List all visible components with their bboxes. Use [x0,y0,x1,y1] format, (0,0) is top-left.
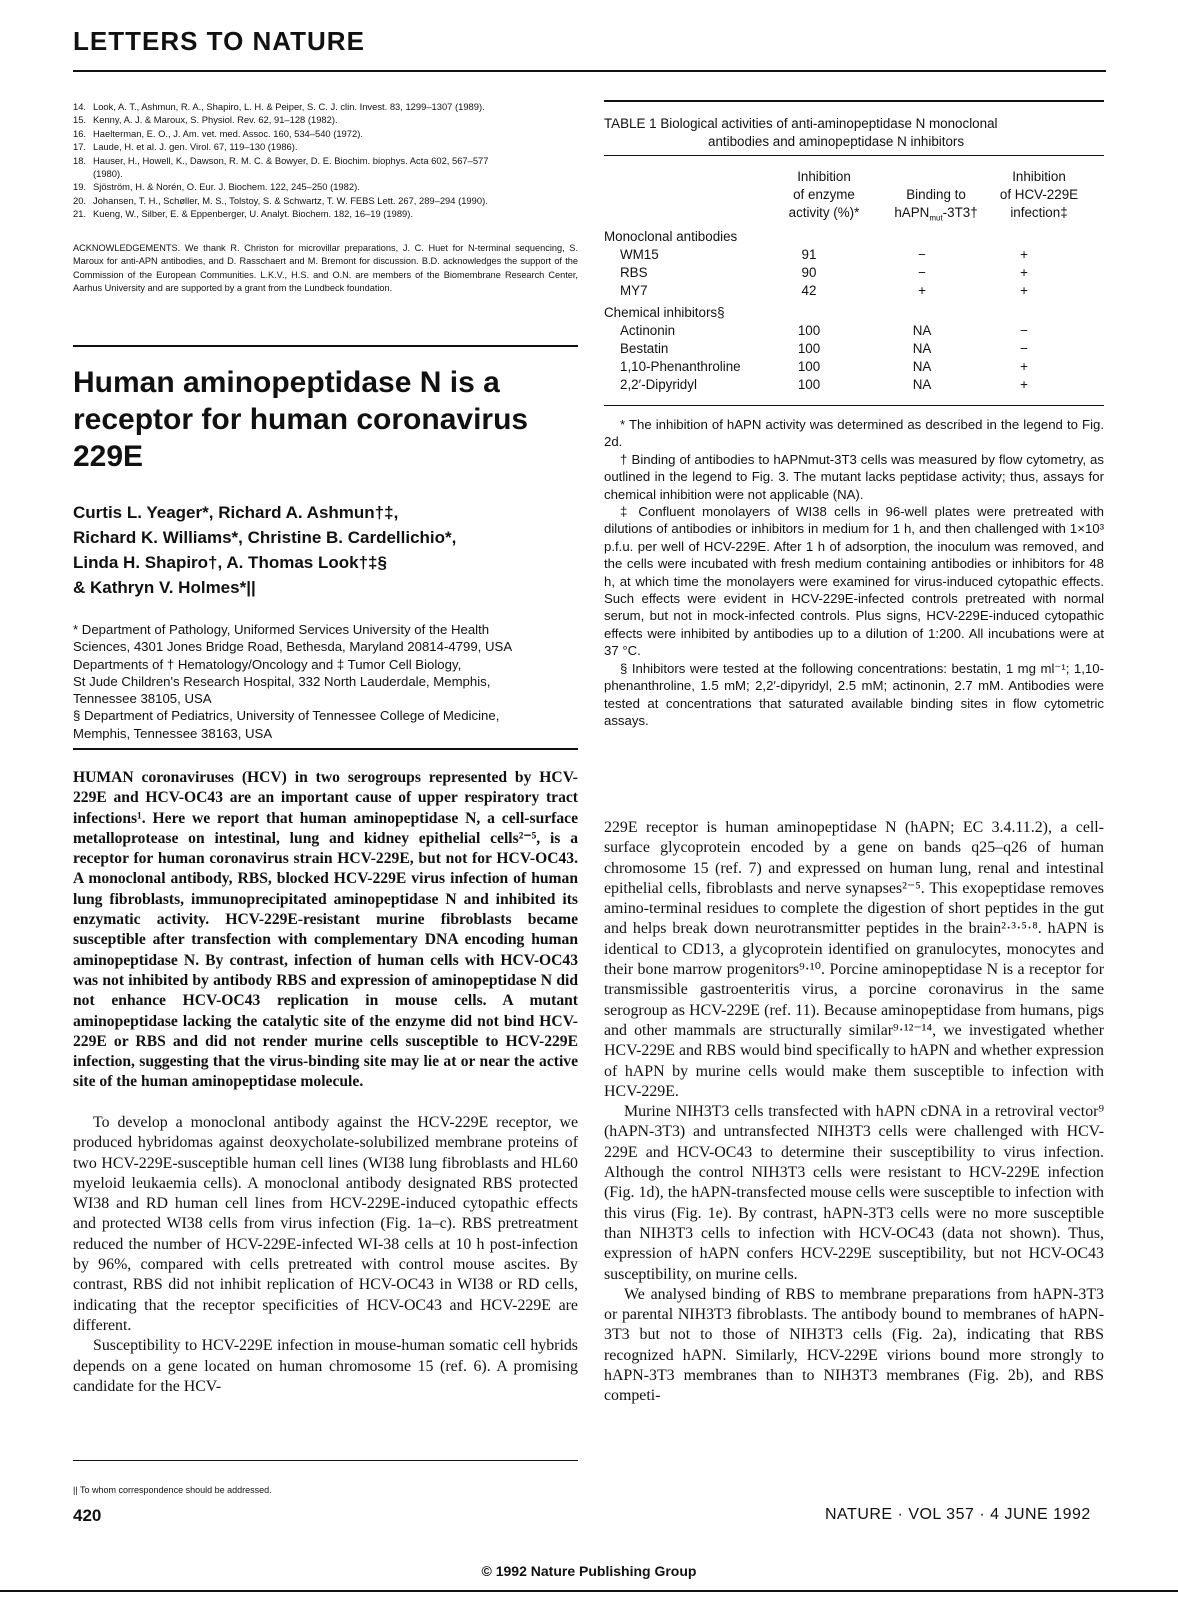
abstract-rule [73,748,578,750]
body-text-left [73,1113,578,1397]
author-line: & Kathryn V. Holmes*|| [73,578,256,597]
reference-text: Look, A. T., Ashmun, R. A., Shapiro, L. H. & Peiper, S. C. J. clin. Invest. 83, 1299–1307 (1989). [93,101,485,112]
affiliation-line: St Jude Children's Research Hospital, 332 North Lauderdale, Memphis, [73,673,491,689]
group-label: Chemical inhibitors§ [604,305,725,320]
footer-rule [0,1590,1178,1592]
reference-list [73,100,578,221]
table-row [604,358,1104,376]
reference-number: 15. [73,114,87,126]
table-row [604,340,1104,358]
row-label: MY7 [620,283,648,298]
table-cell: NA [912,323,932,338]
table-note: * The inhibition of hAPN activity was determined as described in the legend to Fig. 2d. [604,417,1104,450]
body-paragraph: Murine NIH3T3 cells transfected with hAPN cDNA in a retroviral vector⁹ (hAPN-3T3) and untransfected NIH3T3 cells were challenged with HCV-229E and HCV-OC43 to determine their susceptibility to virus infection. Although the control NIH3T3 cells were resistant to HCV-229E infection (Fig. 1d), the hAPN-transfected mouse cells were susceptible to infection with this virus (Fig. 1e). By contrast, hAPN-3T3 cells were no more susceptible than NIH3T3 cells to infection with HCV-OC43 (data not shown). Thus, expression of hAPN confers HCV-229E susceptibility, but not HCV-OC43 susceptibility, on murine cells. [604,1103,1104,1283]
reference-number: 20. [73,194,87,206]
affiliation-line: * Department of Pathology, Uniformed Services University of the Health [73,622,490,637]
reference-text: (1980). [93,168,123,180]
affiliation-line: Tennessee 38105, USA [73,691,212,707]
body-paragraph: 229E receptor is human aminopeptidase N (hAPN; EC 3.4.11.2), a cell-surface glycoprotein encoded by a gene on bands q25–q26 of human chromosome 15 (ref. 7) and expressed on human lung, renal and intestinal epithelial cells, fibroblasts and nerve synapses²⁻⁵. This exopeptidase removes amino-terminal residues to complete the digestion of short peptides in the gut and helps break down neurotransmitter peptides in the brain²·³·⁵·⁸. hAPN is identical to CD13, a glycoprotein identified on granulocytes, monocytes and their bone marrow progenitors⁹·¹⁰. Porcine aminopeptidase N is a receptor for transmissible gastroenteritis virus, a porcine coronavirus in the same serogroup as HCV-229E (ref. 11). Because aminopeptidase from humans, pigs and other mammals are structurally similar⁹·¹²⁻¹⁴, we investigated whether HCV-229E and RBS would bind specifically to hAPN and whether expression of hAPN by murine cells would make them susceptible to infection with HCV-229E. [604,819,1104,1100]
affiliation-line: § Department of Pediatrics, University of Tennessee College of Medicine, [73,708,500,724]
row-label: Actinonin [620,323,676,338]
table-cell: 91 [801,247,817,262]
body-text-right [604,818,1104,1407]
column-header-enzyme-inhibition: Inhibition of enzyme activity (%)* [788,169,860,220]
reference-number: 18. [73,154,87,166]
binding-header-line2: hAPN$_{mut}$-3T3† [894,205,978,223]
author-line: Linda H. Shapiro†, A. Thomas Look†‡§ [73,553,387,572]
table-top-rule [604,100,1104,102]
reference-text: Sjöström, H. & Norén, O. Eur. J. Biochem. 122, 245–250 (1982). [93,181,360,193]
table-header-rule [604,155,1104,156]
table-cell: NA [912,341,932,356]
reference-text: Kenny, A. J. & Maroux, S. Physiol. Rev. 62, 91–128 (1982). [93,114,338,126]
reference-text: Kueng, W., Silber, E. & Eppenberger, U. Analyt. Biochem. 182, 16–19 (1989). [93,208,413,220]
table-cell: NA [912,359,932,374]
reference-number: 19. [73,181,87,193]
footnote-rule [73,1460,578,1461]
table-cell: + [1020,247,1028,262]
reference-text: Johansen, T. H., Schøller, M. S., Tolstoy, S. & Schwartz, T. W. FEBS Lett. 267, 289–294 (1990). [93,194,488,206]
correspondence-footnote: || To whom correspondence should be addressed. [73,1485,272,1495]
affiliation-line: Sciences, 4301 Jones Bridge Road, Bethesda, Maryland 20814-4799, USA [73,639,513,655]
reference-number: 17. [73,141,87,153]
table-note: ‡ Confluent monolayers of WI38 cells in 96-well plates were pretreated with dilutions of antibodies or inhibitors in medium for 1 h, and then challenged with 1×10³ p.f.u. per well of HCV-229E. After 1 h of adsorption, the inoculum was removed, and the cells were incubated with fresh medium containing antibodies or inhibitors for 48 h, at which time the monolayers were examined for virus-induced cytopathic effects. Such effects were evident in HCV-229E-infected controls pretreated with normal serum, but not in mock-infected controls. Plus signs, HCV-229E-induced cytopathic effects were inhibited by antibodies up to a dilution of 1:200. All incubations were at 37 °C. [604,504,1104,659]
page-number: 420 [73,1506,102,1525]
table-cell: + [1020,377,1028,392]
affiliations [73,621,578,742]
table-group-header [604,304,1104,322]
acknowledgements: ACKNOWLEDGEMENTS. We thank R. Christon for microvillar preparations, J. C. Huet for N-terminal sequencing, S. Maroux for anti-APN antibodies, and D. Rasschaert and M. Bremont for discussion. B.D. acknowledges the support of the Commission of the European Communities. L.K.V., H.S. and O.N. are members of the Biomembrane Research Center, Aarhus University and are supported by a grant from the Lundbeck foundation. [73,243,578,294]
table-row [604,376,1104,394]
table-row [604,246,1104,264]
body-paragraph: Susceptibility to HCV-229E infection in mouse-human somatic cell hybrids depends on a gene located on human chromosome 15 (ref. 6). A promising candidate for the HCV- [73,1337,578,1395]
running-header: LETTERS TO NATURE [73,26,365,56]
table-cell: + [1020,283,1028,298]
reference-item [73,100,578,113]
table-cell: 100 [797,341,821,356]
author-line: Richard K. Williams*, Christine B. Cardellichio*, [73,528,457,547]
row-label: 2,2′-Dipyridyl [620,377,697,392]
row-label: RBS [620,265,648,280]
reference-item [73,194,578,207]
column-header-infection-inhibition: Inhibition of HCV-229E infection‡ [999,169,1079,220]
table-cell: 100 [797,377,821,392]
section-rule [73,345,578,347]
table-note: § Inhibitors were tested at the following concentrations: bestatin, 1 mg ml⁻¹; 1,10-phenanthroline, 1.5 mM; 2,2′-dipyridyl, 2.5 mM; actinonin, 2.7 mM. Antibodies were tested at concentrations that saturated available binding sites in flow cytometric assays. [604,660,1104,728]
table-row [604,322,1104,340]
table-cell: + [918,283,926,298]
reference-number: 14. [73,101,87,112]
reference-item [73,207,578,220]
reference-text: Laude, H. et al. J. gen. Virol. 67, 119–130 (1986). [93,141,298,153]
column-header-binding: Binding to hAPN$_{mut}$-3T3† [876,186,996,228]
table-cell: − [1020,341,1028,356]
table-cell: 100 [797,359,821,374]
affiliation-line: Memphis, Tennessee 38163, USA [73,725,273,741]
body-paragraph: To develop a monoclonal antibody against the HCV-229E receptor, we produced hybridomas against deoxycholate-solubilized membrane proteins of two HCV-229E-susceptible human cell lines (WI38 lung fibroblasts and HL60 myeloid leukaemia cells). A monoclonal antibody designated RBS protected WI38 and RD human cell lines from HCV-229E-induced cytopathic effects and protected WI38 cells from virus infection (Fig. 1a–c). RBS pretreatment reduced the number of HCV-229E-infected WI-38 cells at 10 h post-infection by 96%, compared with cells pretreated with control mouse ascites. By contrast, RBS did not inhibit replication of HCV-OC43 in WI38 or RD cells, indicating that the receptor specificities of HCV-OC43 and HCV-229E are different. [73,1114,578,1334]
reference-number: 21. [73,208,87,220]
table-cell: + [1020,359,1028,374]
reference-item [73,140,578,153]
table-cell: NA [912,377,932,392]
table-caption-line: antibodies and aminopeptidase N inhibitors [708,134,965,149]
table-caption [604,115,1104,151]
author-list [73,500,593,600]
reference-item [73,113,578,126]
author-line: Curtis L. Yeager*, Richard A. Ashmun†‡, [73,503,399,522]
row-label: WM15 [620,247,659,262]
reference-item [73,167,578,180]
table-cell: − [1020,323,1028,338]
table-group-header [604,228,1104,246]
reference-text: Hauser, H., Howell, K., Dawson, R. M. C. & Bowyer, D. E. Biochim. biophys. Acta 602, 567–577 [93,154,489,166]
table-row [604,264,1104,282]
row-label: 1,10-Phenanthroline [620,359,741,374]
table-cell: 100 [797,323,821,338]
reference-item [73,127,578,140]
article-title: Human aminopeptidase N is a receptor for human coronavirus 229E [73,366,529,473]
reference-item [73,154,578,167]
table-footnotes [604,416,1104,729]
table-row [604,282,1104,300]
table-cell: − [918,247,926,262]
table-bottom-rule [604,405,1104,406]
header-rule [73,70,1106,72]
body-paragraph: We analysed binding of RBS to membrane preparations from hAPN-3T3 or parental NIH3T3 fibroblasts. The antibody bound to membranes of hAPN-3T3 but not to those of NIH3T3 cells (Fig. 2a), indicating that RBS recognized hAPN. Similarly, HCV-229E virions bound more strongly to hAPN-3T3 membranes than to NIH3T3 membranes (Fig. 2b), and RBS competi- [604,1285,1104,1405]
journal-citation: NATURE · VOL 357 · 4 JUNE 1992 [825,1506,1091,1523]
copyright-notice: © 1992 Nature Publishing Group [481,1563,697,1579]
abstract: HUMAN coronaviruses (HCV) in two serogroups represented by HCV-229E and HCV-OC43 are an important cause of upper respiratory tract infections¹. Here we report that human aminopeptidase N, a cell-surface metalloprotease on intestinal, lung and kidney epithelial cells²⁻⁵, is a receptor for human coronavirus strain HCV-229E, but not for HCV-OC43. A monoclonal antibody, RBS, blocked HCV-229E virus infection of human lung fibroblasts, immunoprecipitated aminopeptidase N and inhibited its enzymatic activity. HCV-229E-resistant murine fibroblasts became susceptible after transfection with complementary DNA encoding human aminopeptidase N. By contrast, infection of human cells with HCV-OC43 was not inhibited by antibody RBS and expression of aminopeptidase N did not enhance HCV-OC43 replication in mouse cells. A mutant aminopeptidase lacking the catalytic site of the enzyme did not bind HCV-229E or RBS and did not render murine cells susceptible to HCV-229E infection, suggesting that the virus-binding site may lie at or near the active site of the human aminopeptidase molecule. [73,769,578,1091]
row-label: Bestatin [620,341,669,356]
reference-text: Haelterman, E. O., J. Am. vet. med. Assoc. 160, 534–540 (1972). [93,127,363,139]
table-cell: − [918,265,926,280]
table-cell: + [1020,265,1028,280]
table-caption-line: TABLE 1 Biological activities of anti-aminopeptidase N monoclonal [604,116,998,131]
table-cell: 90 [801,265,817,280]
reference-item [73,180,578,193]
affiliation-line: Departments of † Hematology/Oncology and ‡ Tumor Cell Biology, [73,656,462,672]
group-label: Monoclonal antibodies [604,229,738,244]
reference-number: 16. [73,127,87,139]
table-note: † Binding of antibodies to hAPNmut-3T3 cells was measured by flow cytometry, as outlined in the legend to Fig. 3. The mutant lacks peptidase activity; thus, assays for chemical inhibition were not applicable (NA). [604,451,1104,502]
table-cell: 42 [801,283,817,298]
